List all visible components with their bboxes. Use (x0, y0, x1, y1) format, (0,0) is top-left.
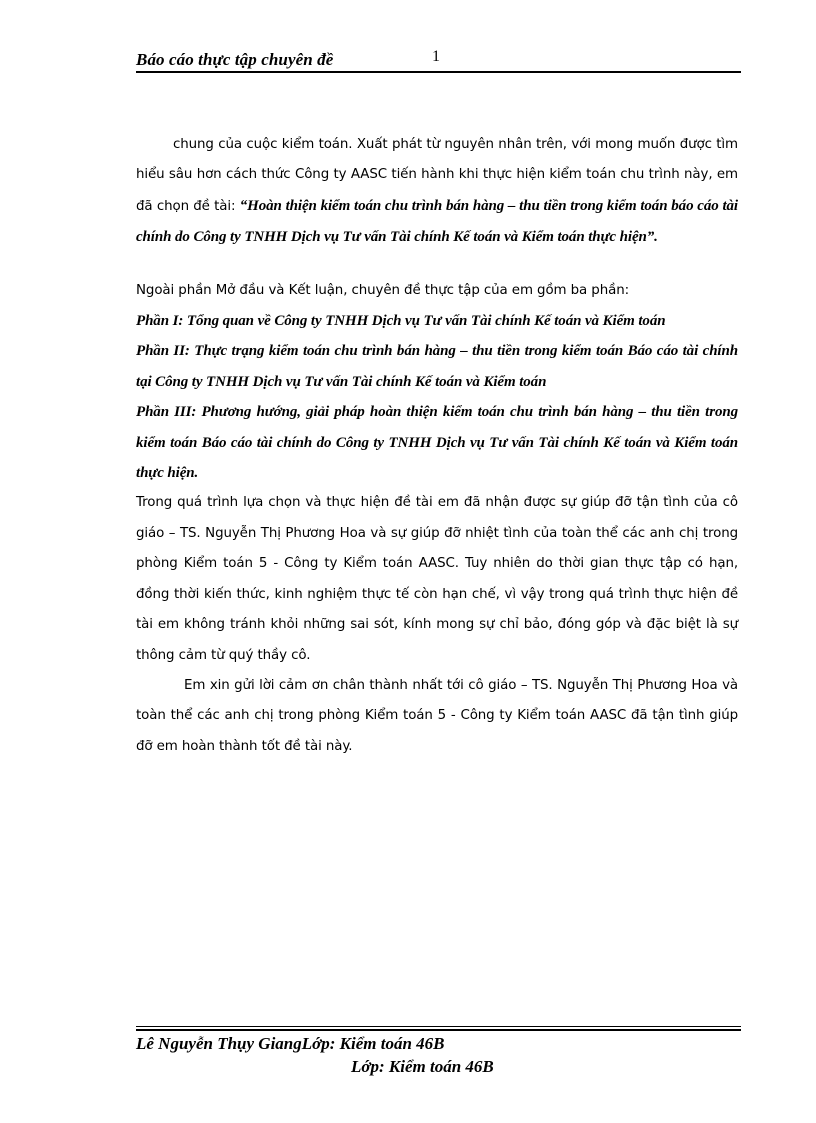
header-rule (136, 71, 741, 73)
page-header (136, 46, 741, 74)
topic-title: “Hoàn thiện kiểm toán chu trình bán hàng – thu tiền trong kiểm toán báo cáo tài chính do Công ty TNHH Dịch vụ Tư vấn Tài chính Kế toán và Kiểm toán thực hiện”. (136, 197, 738, 246)
process-paragraph: Trong quá trình lựa chọn và thực hiện đề tài em đã nhận được sự giúp đỡ tận tình của cô giáo – TS. Nguyễn Thị Phương Hoa và sự giúp đỡ nhiệt tình của toàn thể các anh chị trong phòng Kiểm toán 5 - Công ty Kiểm toán AASC. Tuy nhiên do thời gian thực tập có hạn, đồng thời kiến thức, kinh nghiệm thực tế còn hạn chế, vì vậy trong quá trình thực hiện đề tài em không tránh khỏi những sai sót, kính mong sự chỉ bảo, đóng góp và đặc biệt là sự thông cảm từ quý thầy cô. (136, 495, 738, 663)
part-1-heading: Phần I: Tổng quan về Công ty TNHH Dịch vụ Tư vấn Tài chính Kế toán và Kiểm toán (136, 313, 666, 330)
footer-rule-thick (136, 1029, 741, 1031)
page-number: 1 (432, 48, 440, 65)
thanks-paragraph: Em xin gửi lời cảm ơn chân thành nhất tới cô giáo – TS. Nguyễn Thị Phương Hoa và toàn thể các anh chị trong phòng Kiểm toán 5 - Công ty Kiểm toán AASC đã tận tình giúp đỡ em hoàn thành tốt đề tài này. (136, 677, 738, 754)
intro-paragraph (136, 130, 738, 254)
page-footer (136, 1026, 741, 1076)
document-body (136, 130, 738, 762)
structure-intro: Ngoài phần Mở đầu và Kết luận, chuyên đề thực tập của em gồm ba phần: (136, 282, 629, 298)
intro-text: chung của cuộc kiểm toán. Xuất phát từ nguyên nhân trên, với mong muốn được tìm hiểu sâu hơn cách thức Công ty AASC tiến hành khi thực hiện kiểm toán chu trình này, em đã chọn đề tài: (136, 137, 738, 214)
header-title: Báo cáo thực tập chuyên đề (136, 50, 334, 69)
footer-class: Lớp: Kiểm toán 46B (351, 1057, 494, 1076)
footer-rule-thin (136, 1026, 741, 1027)
part-2-heading: Phần II: Thực trạng kiểm toán chu trình bán hàng – thu tiền trong kiểm toán Báo cáo tài chính tại Công ty TNHH Dịch vụ Tư vấn Tài chính Kế toán và Kiểm toán (136, 343, 738, 390)
paragraph-gap (136, 254, 738, 276)
footer-author: Lê Nguyễn Thụy GiangLớp: Kiểm toán 46B (136, 1034, 445, 1053)
part-3-heading: Phần III: Phương hướng, giải pháp hoàn thiện kiểm toán chu trình bán hàng – thu tiền trong kiểm toán Báo cáo tài chính do Công ty TNHH Dịch vụ Tư vấn Tài chính Kế toán và Kiểm toán thực hiện. (136, 404, 738, 482)
